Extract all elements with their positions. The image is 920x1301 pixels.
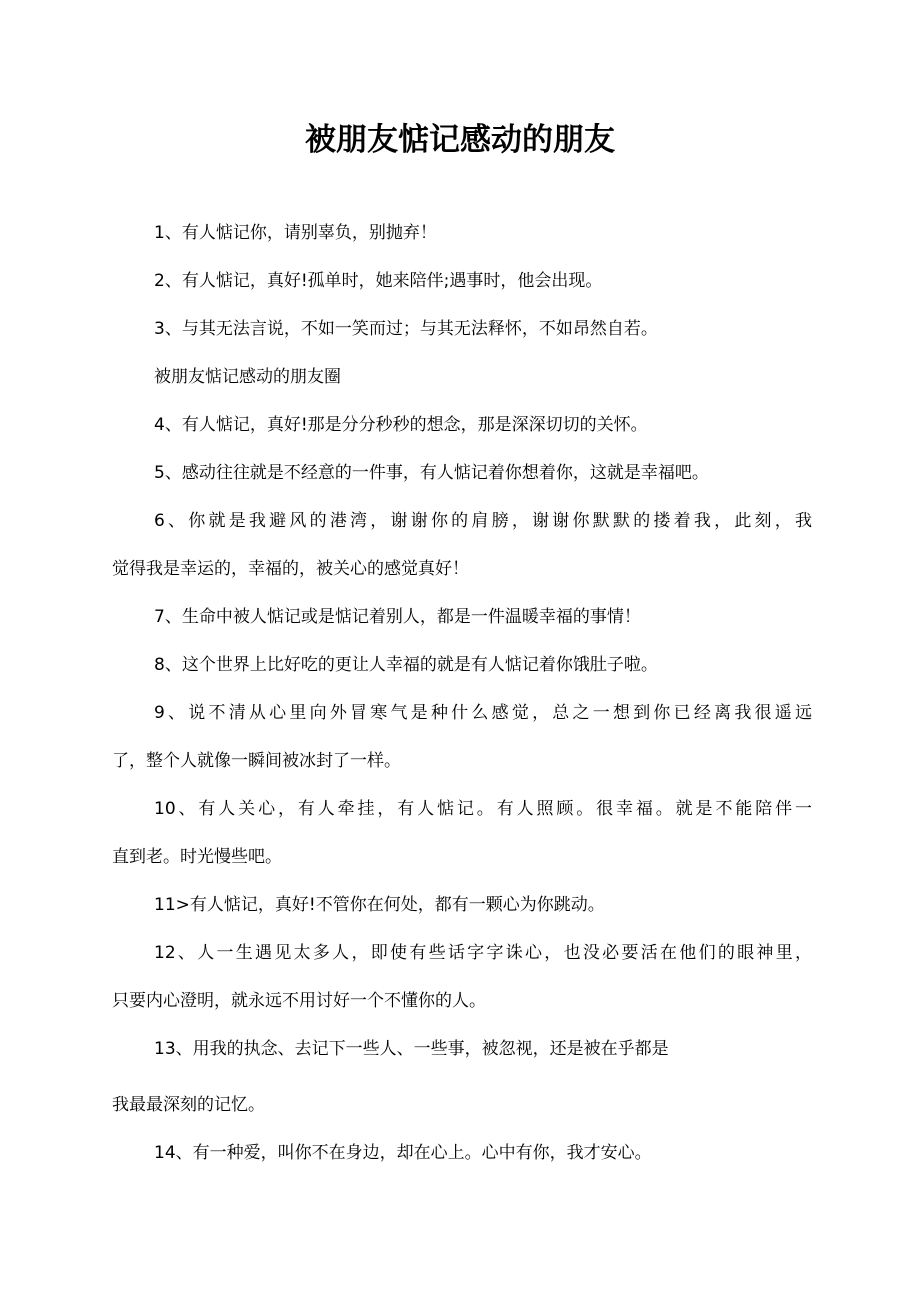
paragraph-line: 3、与其无法言说，不如一笑而过；与其无法释怀，不如昂然自若。 bbox=[154, 319, 658, 339]
paragraph-line: 14、有一种爱，叫你不在身边，却在心上。心中有你，我才安心。 bbox=[154, 1143, 652, 1163]
section-heading: 被朋友惦记感动的朋友圈 bbox=[154, 367, 341, 387]
paragraph-line: 10、有人关心，有人牵挂，有人惦记。有人照顾。很幸福。就是不能陪伴一 bbox=[154, 799, 812, 819]
paragraph-line: 2、有人惦记，真好!孤单时，她来陪伴;遇事时，他会出现。 bbox=[154, 271, 603, 291]
paragraph-line: 了，整个人就像一瞬间被冰封了一样。 bbox=[112, 751, 401, 771]
document-title: 被朋友惦记感动的朋友 bbox=[305, 122, 615, 158]
paragraph-line: 4、有人惦记，真好!那是分分秒秒的想念，那是深深切切的关怀。 bbox=[154, 415, 648, 435]
paragraph-line: 1、有人惦记你，请别辜负，别抛弃！ bbox=[154, 223, 437, 243]
paragraph-line: 6、你就是我避风的港湾，谢谢你的肩膀，谢谢你默默的搂着我，此刻，我 bbox=[154, 511, 812, 531]
paragraph-line: 只要内心澄明，就永远不用讨好一个不懂你的人。 bbox=[112, 991, 486, 1011]
paragraph-line: 7、生命中被人惦记或是惦记着别人，都是一件温暖幸福的事情！ bbox=[154, 607, 641, 627]
paragraph-line: 12、人一生遇见太多人，即使有些话字字诛心，也没必要活在他们的眼神里， bbox=[154, 943, 812, 963]
paragraph-line: 8、这个世界上比好吃的更让人幸福的就是有人惦记着你饿肚子啦。 bbox=[154, 655, 658, 675]
paragraph-line: 5、感动往往就是不经意的一件事，有人惦记着你想着你，这就是幸福吧。 bbox=[154, 463, 709, 483]
paragraph-line: 13、用我的执念、去记下一些人、一些事，被忽视，还是被在乎都是 bbox=[154, 1039, 669, 1059]
paragraph-line: 11>有人惦记，真好!不管你在何处，都有一颗心为你跳动。 bbox=[154, 895, 605, 915]
document-body bbox=[112, 215, 812, 1183]
paragraph-line: 9、说不清从心里向外冒寒气是种什么感觉，总之一想到你已经离我很遥远 bbox=[154, 703, 812, 723]
paragraph-line: 我最最深刻的记忆。 bbox=[112, 1095, 265, 1115]
paragraph-line: 直到老。时光慢些吧。 bbox=[112, 847, 282, 867]
paragraph-line: 觉得我是幸运的，幸福的，被关心的感觉真好！ bbox=[112, 559, 469, 579]
